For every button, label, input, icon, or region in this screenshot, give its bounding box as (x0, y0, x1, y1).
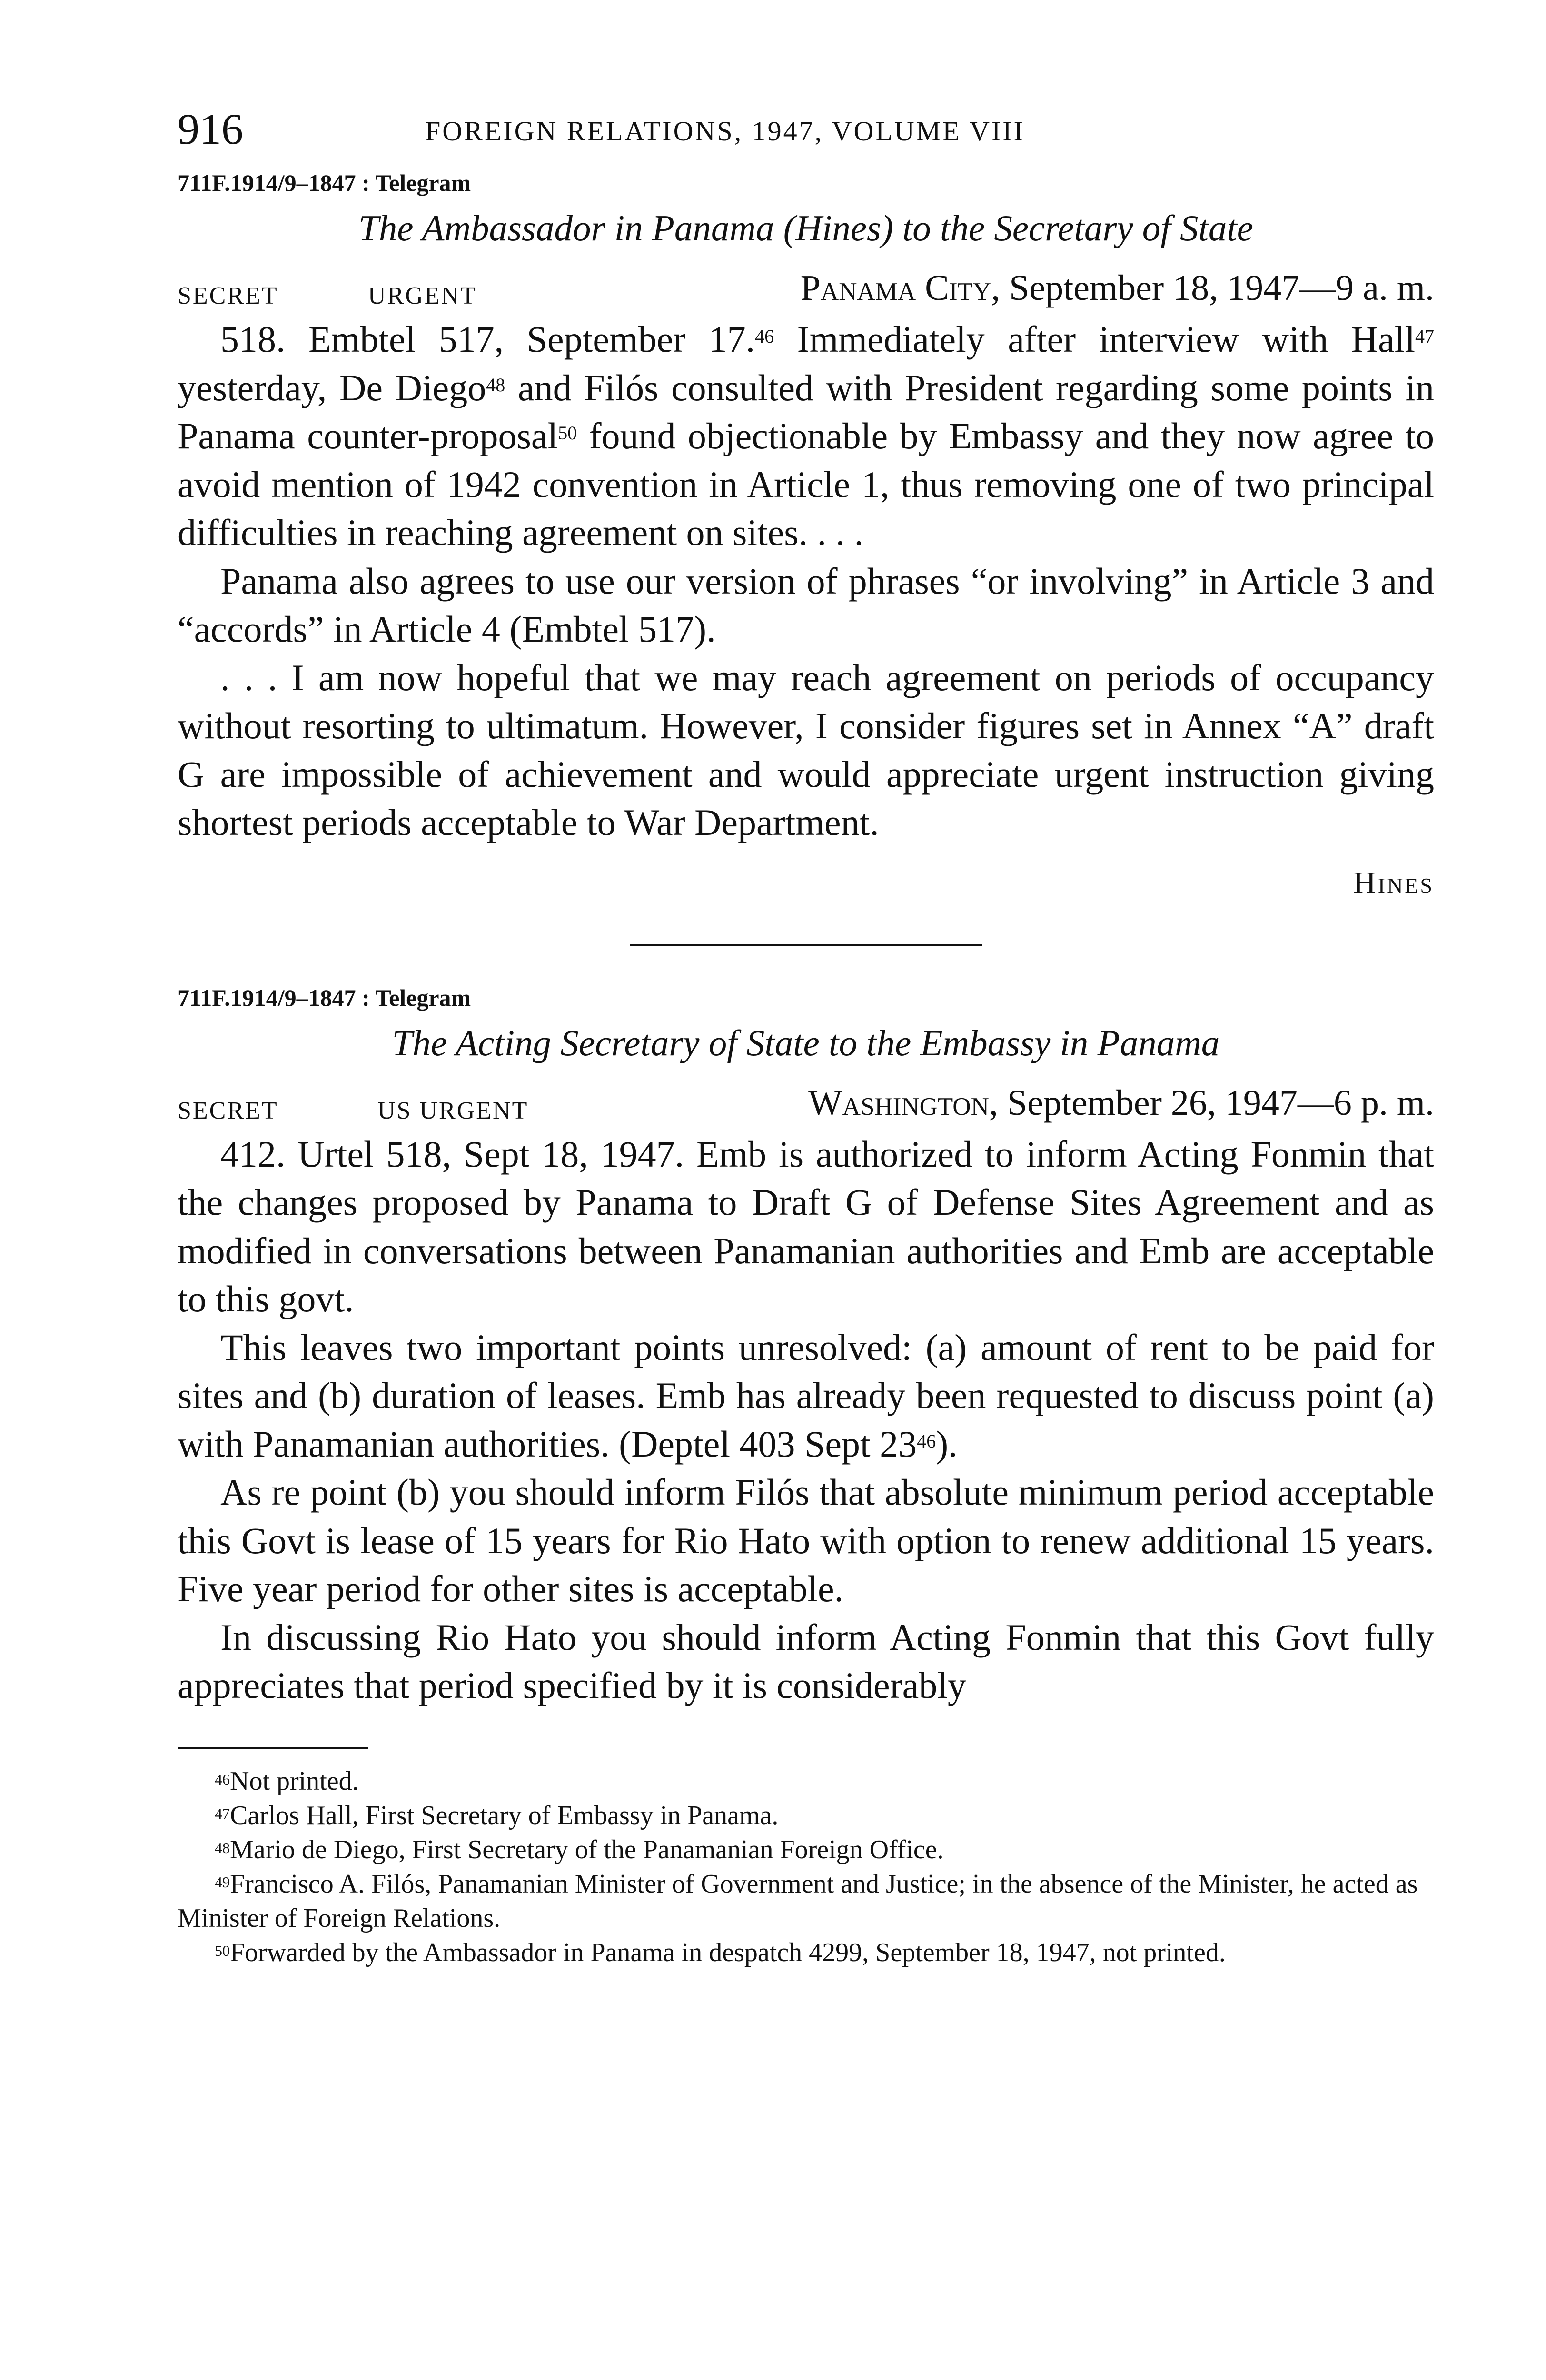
paragraph (178, 315, 1434, 557)
paragraph: In discussing Rio Hato you should inform Acting Fonmin that this Govt fully appreciates that period specified by it is considerably (178, 1616, 1434, 1706)
footnote-number: 48 (215, 1839, 230, 1856)
classification-secret: SECRET (178, 282, 278, 309)
section-divider (630, 944, 982, 946)
footnote (178, 1833, 1434, 1867)
signature: Hines (1353, 865, 1434, 900)
paragraph: 412. Urtel 518, Sept 18, 1947. Emb is authorized to inform Acting Fonmin that the changes proposed by Panama to Draft G of Defense Sites Agreement and as modified in conversations between Panamanian authorities and Emb are acceptable to this govt. (178, 1133, 1434, 1319)
text-run: found objectionable by Embassy and they now agree to avoid mention of 1942 convention in Article 1, thus removing one of two principal difficulties in reaching agreement on sites. . . . (178, 415, 1434, 553)
footnote-number: 50 (215, 1942, 230, 1959)
document-2 (178, 984, 1434, 1710)
footnote (178, 1764, 1434, 1798)
dateline (178, 1082, 1434, 1130)
text-run: Immediately after interview with Hall (774, 318, 1415, 360)
footnote-text: Mario de Diego, First Secretary of the Panamanian Foreign Office. (230, 1835, 944, 1864)
document-reference: 711F.1914/9–1847 : Telegram (178, 984, 471, 1011)
document-title: The Ambassador in Panama (Hines) to the Secretary of State (358, 208, 1253, 248)
place: Panama City (800, 268, 991, 308)
document-reference: 711F.1914/9–1847 : Telegram (178, 169, 471, 196)
document-1 (178, 169, 1434, 901)
paragraph: . . . I am now hopeful that we may reach agreement on periods of occupancy without resorting to ultimatum. However, I consider figures set in Annex “A” draft G are impossible of achievement and would appreciate urgent instruction giving shortest periods acceptable to War Department. (178, 656, 1434, 843)
footnote (178, 1935, 1434, 1970)
paragraph (178, 1323, 1434, 1468)
page-number: 916 (178, 105, 243, 153)
page-header (178, 95, 1434, 155)
text-run: ). (936, 1423, 958, 1465)
footnote-text: Carlos Hall, First Secretary of Embassy in Panama. (230, 1800, 779, 1830)
footnote-number: 47 (215, 1805, 230, 1822)
footnote-ref: 47 (1415, 326, 1434, 347)
text-run: This leaves two important points unresolved: (a) amount of rent to be paid for sites and (b) duration of leases. Emb has already been requested to discuss point (a) with Panamanian authorities. (Deptel 403 Sept 23 (178, 1326, 1434, 1465)
place-date (801, 268, 1434, 309)
date: , September 26, 1947—6 p. m. (989, 1082, 1434, 1123)
dateline (178, 268, 1434, 315)
footnote-divider (178, 1747, 368, 1749)
footnote-text: Francisco A. Filós, Panamanian Minister of Government and Justice; in the absence of the Minister, he acted as Minister of Foreign Relations. (178, 1869, 1418, 1933)
footnote (178, 1867, 1434, 1935)
classification-us-urgent: US URGENT (377, 1097, 529, 1124)
footnote-ref: 50 (558, 422, 577, 444)
document-title: The Acting Secretary of State to the Embassy in Panama (392, 1022, 1220, 1063)
date: , September 18, 1947—9 a. m. (991, 268, 1434, 308)
text-run: 518. Embtel 517, September 17. (220, 318, 755, 360)
classification-secret: SECRET (178, 1097, 278, 1124)
footnote-number: 49 (215, 1873, 230, 1891)
running-title: FOREIGN RELATIONS, 1947, VOLUME VIII (425, 116, 1025, 147)
place: Washington (808, 1082, 989, 1123)
footnote-text: Forwarded by the Ambassador in Panama in despatch 4299, September 18, 1947, not printed. (230, 1937, 1226, 1967)
place-date (808, 1082, 1434, 1124)
classification-urgent: URGENT (368, 282, 477, 309)
footnote-ref: 48 (486, 374, 505, 396)
footnote-number: 46 (215, 1770, 230, 1788)
paragraph: Panama also agrees to use our version of phrases “or involving” in Article 3 and “accords” in Article 4 (Embtel 517). (178, 560, 1434, 650)
footnote-ref: 46 (917, 1430, 936, 1452)
text-run: yesterday, De Diego (178, 367, 486, 408)
footnote (178, 1798, 1434, 1833)
page (178, 95, 1434, 1970)
text-run: and Filós consulted with President regarding some points in Panama counter-proposal (178, 367, 1434, 456)
footnote-ref: 46 (755, 326, 774, 347)
footnote-text: Not printed. (230, 1766, 359, 1796)
paragraph: As re point (b) you should inform Filós that absolute minimum period acceptable this Govt is lease of 15 years for Rio Hato with option to renew additional 15 years. Five year period for other sites is acceptable. (178, 1471, 1434, 1609)
footnotes (178, 1764, 1434, 1970)
